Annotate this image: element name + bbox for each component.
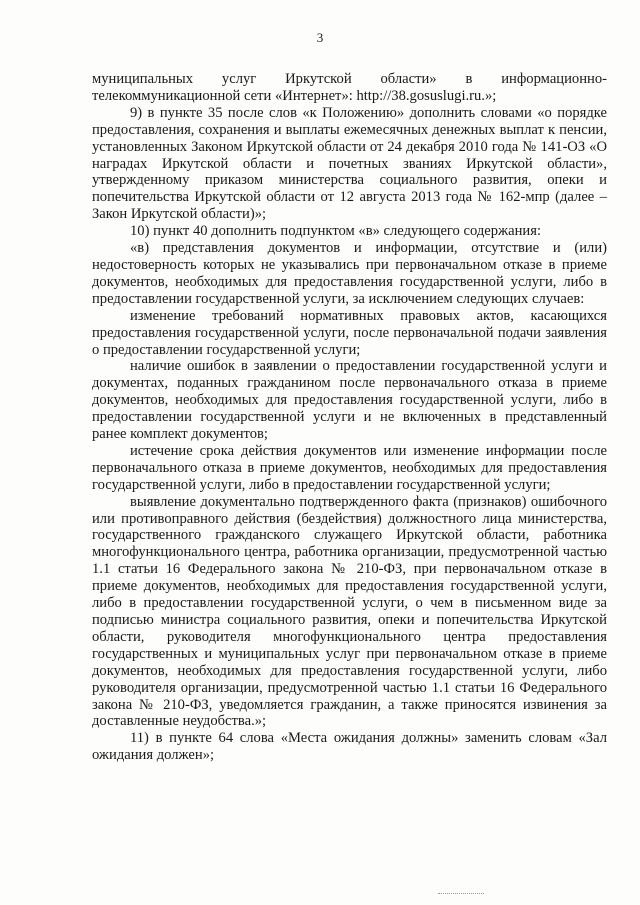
paragraph-case-errors: наличие ошибок в заявлении о предоставлении государственной услуги и документах, поданных гражданином после первоначального отказа в приеме документов, необходимых для предоставления государственной услуги, либо в предоставлении государственной услуги и не включенных в представленный ранее комплект документов; [92, 358, 607, 443]
paragraph-item-9: 9) в пункте 35 после слов «к Положению» дополнить словами «о порядке предоставления, сохранения и выплаты ежемесячных денежных выплат к пенсии, установленных Законом Иркутской области от 24 декабря 2010 года № 141-ОЗ «О наградах Иркутской области и почетных званиях Иркутской области», утвержденному приказом министерства социального развития, опеки и попечительства Иркутской области от 12 августа 2013 года № 162-мпр (далее – Закон Иркутской области)»; [92, 104, 607, 223]
paragraph-subitem-v: «в) представления документов и информации, отсутствие и (или) недостоверность которых не указывались при первоначальном отказе в приеме документов, необходимых для предоставления государственной услуги, либо в предоставлении государственной услуги, за исключением следующих случаев: [92, 240, 607, 307]
paragraph-item-10: 10) пункт 40 дополнить подпунктом «в» следующего содержания: [130, 223, 542, 240]
paragraph-item-11: 11) в пункте 64 слова «Места ожидания должны» заменить словам «Зал ожидания должен»; [92, 730, 607, 764]
paragraph-case-requirements-change: изменение требований нормативных правовых актов, касающихся предоставления государственной услуги, после первоначальной подачи заявления о предоставлении государственной услуги; [92, 307, 607, 358]
paragraph-case-expiry: истечение срока действия документов или изменение информации после первоначального отказа в приеме документов, необходимых для предоставления государственной услуги, либо в предоставлении государственной услуги; [92, 442, 607, 493]
scan-artifact [438, 893, 484, 897]
paragraph-continuation: муниципальных услуг Иркутской области» в информационно-телекоммуникационной сети «Интернет»: http://38.gosuslugi.ru.»; [92, 71, 607, 104]
page-number: 3 [316, 30, 324, 45]
paragraph-case-misconduct: выявление документально подтвержденного факта (признаков) ошибочного или противоправного действия (бездействия) должностного лица министерства, государственного гражданского служащего Иркутской области, работника многофункционального центра, работника организации, предусмотренной частью 1.1 статьи 16 Федерального закона № 210-ФЗ, при первоначальном отказе в приеме документов, необходимых для предоставления государственной услуги, либо в предоставлении государственной услуги, о чем в письменном виде за подписью министра социального развития, опеки и попечительства Иркутской области, руководителя многофункционального центра предоставления государственных и муниципальных услуг при первоначальном отказе в приеме документов, необходимых для предоставления государственной услуги, либо руководителя организации, предусмотренной частью 1.1 статьи 16 Федерального закона № 210-ФЗ, уведомляется гражданин, а также приносятся извинения за доставленные неудобства.»; [92, 493, 607, 730]
document-body [92, 71, 607, 764]
